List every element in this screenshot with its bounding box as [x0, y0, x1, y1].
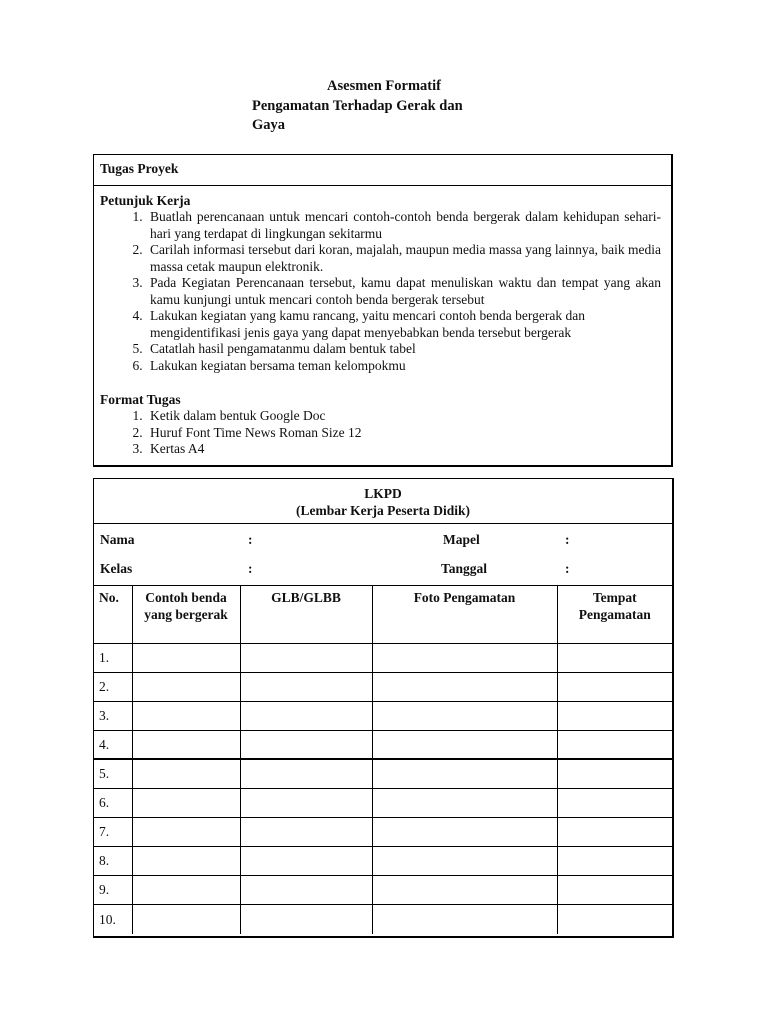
- cell-glb[interactable]: [240, 730, 372, 759]
- cell-foto[interactable]: [372, 818, 557, 847]
- document-title: Asesmen Formatif: [327, 78, 441, 94]
- table-row: [94, 672, 672, 701]
- table-row: [94, 701, 672, 730]
- nama-label: Nama: [100, 532, 135, 547]
- instruction-item: 6. Lakukan kegiatan bersama teman kelompokmu: [146, 358, 661, 375]
- mapel-label: Mapel: [443, 532, 480, 547]
- table-header-row: [94, 586, 672, 643]
- table-row: [94, 818, 672, 847]
- observation-table: [94, 586, 672, 934]
- lkpd-box: [93, 478, 674, 938]
- cell-glb[interactable]: [240, 643, 372, 672]
- table-row: [94, 730, 672, 759]
- student-info: [94, 524, 672, 586]
- cell-contoh[interactable]: [132, 788, 240, 817]
- format-item: 1. Ketik dalam bentuk Google Doc: [146, 408, 661, 425]
- lkpd-header: [94, 479, 672, 524]
- row-number: 8.: [94, 847, 132, 876]
- cell-foto[interactable]: [372, 847, 557, 876]
- col-foto: Foto Pengamatan: [372, 586, 557, 643]
- cell-tempat[interactable]: [557, 730, 672, 759]
- instruction-item: 1. Buatlah perencanaan untuk mencari contoh-contoh benda bergerak dalam kehidupan sehari-hari yang terdapat di lingkungan sekitarmu: [146, 209, 661, 242]
- lkpd-subtitle: (Lembar Kerja Peserta Didik): [295, 503, 471, 518]
- cell-foto[interactable]: [372, 730, 557, 759]
- cell-foto[interactable]: [372, 643, 557, 672]
- cell-contoh[interactable]: [132, 905, 240, 934]
- row-number: 2.: [94, 672, 132, 701]
- cell-contoh[interactable]: [132, 818, 240, 847]
- cell-glb[interactable]: [240, 788, 372, 817]
- instruction-item: 3. Pada Kegiatan Perencanaan tersebut, kamu dapat menuliskan waktu dan tempat yang akan kamu kunjungi untuk mencari contoh benda bergerak tersebut: [146, 275, 661, 308]
- kelas-colon: :: [248, 561, 253, 576]
- row-number: 4.: [94, 730, 132, 759]
- instructions-list: [100, 209, 661, 374]
- cell-contoh[interactable]: [132, 701, 240, 730]
- row-number: 5.: [94, 759, 132, 788]
- row-number: 6.: [94, 788, 132, 817]
- table-row: [94, 759, 672, 788]
- tanggal-label: Tanggal: [441, 561, 488, 576]
- cell-contoh[interactable]: [132, 876, 240, 905]
- cell-foto[interactable]: [372, 905, 557, 934]
- tanggal-colon: :: [565, 561, 570, 576]
- row-number: 10.: [94, 905, 132, 934]
- row-number: 9.: [94, 876, 132, 905]
- cell-tempat[interactable]: [557, 905, 672, 934]
- row-number: 7.: [94, 818, 132, 847]
- format-item: 2. Huruf Font Time News Roman Size 12: [146, 425, 661, 442]
- cell-tempat[interactable]: [557, 847, 672, 876]
- cell-foto[interactable]: [372, 759, 557, 788]
- cell-contoh[interactable]: [132, 643, 240, 672]
- cell-foto[interactable]: [372, 672, 557, 701]
- cell-tempat[interactable]: [557, 818, 672, 847]
- table-row: [94, 905, 672, 934]
- row-number: 3.: [94, 701, 132, 730]
- cell-glb[interactable]: [240, 759, 372, 788]
- col-no: No.: [94, 586, 132, 643]
- subtitle-line-1: Pengamatan Terhadap Gerak dan: [252, 98, 463, 114]
- cell-contoh[interactable]: [132, 730, 240, 759]
- cell-contoh[interactable]: [132, 672, 240, 701]
- col-tempat: Tempat Pengamatan: [557, 586, 672, 643]
- cell-tempat[interactable]: [557, 643, 672, 672]
- table-row: [94, 788, 672, 817]
- row-number: 1.: [94, 643, 132, 672]
- cell-foto[interactable]: [372, 876, 557, 905]
- cell-contoh[interactable]: [132, 847, 240, 876]
- task-box: [93, 154, 673, 467]
- cell-glb[interactable]: [240, 905, 372, 934]
- cell-foto[interactable]: [372, 788, 557, 817]
- format-item: 3. Kertas A4: [146, 441, 661, 458]
- task-content: [94, 186, 671, 458]
- table-row: [94, 847, 672, 876]
- nama-colon: :: [248, 532, 253, 547]
- cell-tempat[interactable]: [557, 788, 672, 817]
- cell-glb[interactable]: [240, 818, 372, 847]
- instructions-title: Petunjuk Kerja: [100, 193, 191, 208]
- cell-tempat[interactable]: [557, 701, 672, 730]
- table-row: [94, 643, 672, 672]
- cell-glb[interactable]: [240, 876, 372, 905]
- cell-contoh[interactable]: [132, 759, 240, 788]
- task-heading: Tugas Proyek: [94, 155, 671, 186]
- format-list: [100, 408, 661, 458]
- lkpd-title: LKPD: [364, 486, 402, 501]
- document-subtitle: [252, 97, 492, 135]
- table-row: [94, 876, 672, 905]
- cell-tempat[interactable]: [557, 759, 672, 788]
- instruction-item: 2. Carilah informasi tersebut dari koran, majalah, maupun media massa yang lainnya, baik media massa cetak maupun elektronik.: [146, 242, 661, 275]
- cell-glb[interactable]: [240, 672, 372, 701]
- cell-glb[interactable]: [240, 847, 372, 876]
- cell-tempat[interactable]: [557, 672, 672, 701]
- mapel-colon: :: [565, 532, 570, 547]
- instruction-item: 4. Lakukan kegiatan yang kamu rancang, yaitu mencari contoh benda bergerak dan mengidentifikasi jenis gaya yang dapat menyebabkan benda tersebut bergerak: [146, 308, 661, 341]
- format-title: Format Tugas: [100, 392, 181, 407]
- cell-tempat[interactable]: [557, 876, 672, 905]
- col-glb: GLB/GLBB: [240, 586, 372, 643]
- subtitle-line-2: Gaya: [252, 117, 286, 133]
- cell-glb[interactable]: [240, 701, 372, 730]
- instruction-item: 5. Catatlah hasil pengamatanmu dalam bentuk tabel: [146, 341, 661, 358]
- kelas-label: Kelas: [100, 561, 133, 576]
- col-contoh: Contoh benda yang bergerak: [132, 586, 240, 643]
- cell-foto[interactable]: [372, 701, 557, 730]
